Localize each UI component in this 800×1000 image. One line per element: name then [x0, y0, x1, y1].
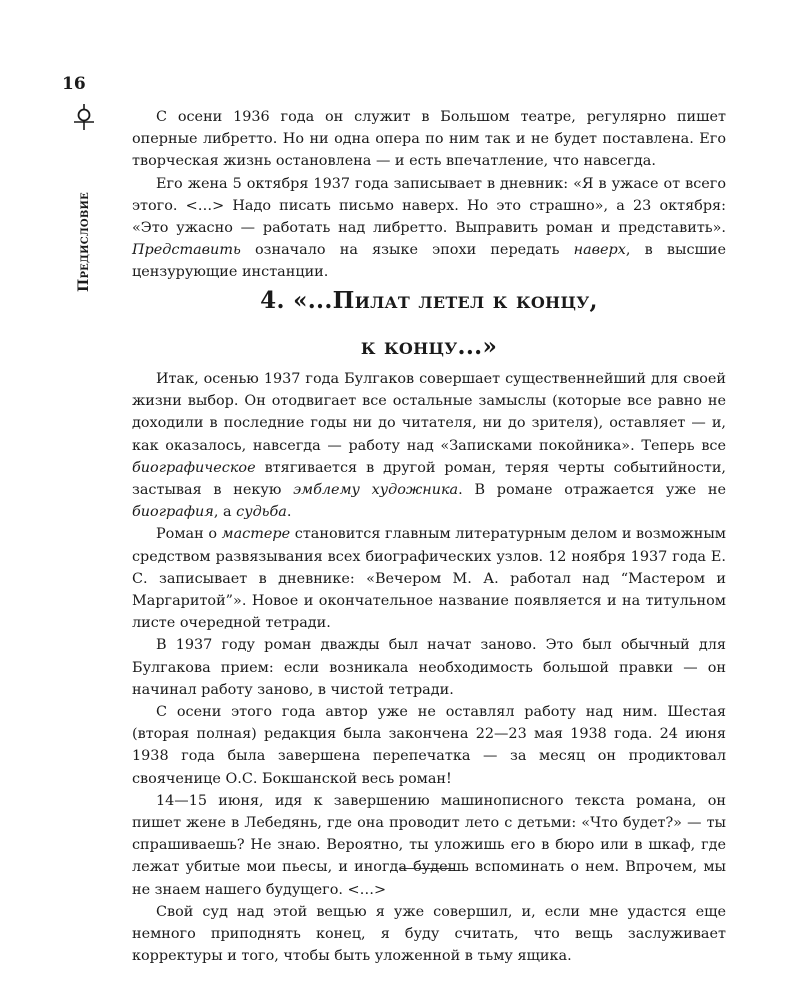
italic-text: биографическое [132, 459, 256, 476]
text-run: втягивается в другой роман, теряя черты событийности, застывая в некую [132, 459, 726, 499]
text-run: В 1937 году роман дважды был начат заново. Это был обычный для Булгакова прием: если возникала необходимость большой правки — он начинал работу заново, в чистой тетради. [132, 637, 726, 698]
paragraph [132, 790, 726, 901]
paragraph [132, 368, 726, 523]
text-run: становится главным литературным делом и возможным средством развязывания всех биографических узлов. 12 ноября 1937 года Е. С. записывает в дневнике: «Вечером М. А. работал над “Мастером и Маргаритой”». Новое и окончательное название появляется и на титульном листе очередной тетради. [132, 526, 726, 632]
paragraph [132, 634, 726, 701]
end-rule [400, 868, 454, 869]
text-run: С осени этого года автор уже не оставлял работу над ним. Шестая (вторая полная) редакция была закончена 22—23 мая 1938 года. 24 июня 1938 года была завершена перепечатка — за месяц он продиктовал свояченице О.С. Бокшанской весь роман! [132, 704, 726, 787]
intro-text [132, 106, 726, 284]
text-run: С осени 1936 года он служит в Большом театре, регулярно пишет оперные либретто. Но ни одна опера по ним так и не будет поставлена. Его творческая жизнь остановлена — и есть впечатление, что навсегда. [132, 109, 726, 170]
running-head-label: Предисловие [76, 192, 92, 292]
text-run: означало на языке эпохи передать [240, 242, 574, 259]
section-text [132, 368, 726, 967]
running-head [72, 104, 96, 292]
section-heading [132, 278, 726, 370]
paragraph [132, 901, 726, 968]
text-run: Свой суд над этой вещью я уже совершил, и, если мне удастся еще немного приподнять конец, я буду считать, что вещь заслуживает корректуры и того, чтобы быть уложенной в тьму ящика. [132, 903, 726, 965]
ornament-icon [72, 104, 96, 130]
section-heading-line-1: 4. «...Пилат летел к концу, [260, 287, 598, 314]
text-run: Его жена 5 октября 1937 года записывает в дневник: «Я в ужасе от всего этого. <…> Надо писать письмо наверх. Но это страшно», а 23 октября: «Это ужасно — работать над либретто. Выправить роман и представить». [132, 175, 726, 237]
paragraph [132, 523, 726, 634]
italic-text: биография [132, 504, 214, 521]
italic-text: наверх [573, 242, 626, 259]
page-number: 16 [62, 74, 86, 94]
text-run: . [286, 504, 292, 521]
text-run: 14—15 июня, идя к завершению машинописного текста романа, он пишет жене в Лебедянь, где она проводит лето с детьми: «Что будет?» — ты спрашиваешь? Не знаю. Вероятно, ты уложишь его в бюро или в шкаф, где лежат убитые мои пьесы, и иногда будешь вспоминать о нем. Впрочем, мы не знаем нашего будущего. <…> [132, 792, 726, 898]
paragraph [132, 106, 726, 173]
italic-text: мастере [221, 526, 291, 543]
text-run: Итак, осенью 1937 года Булгаков совершает существеннейший для своей жизни выбор. Он отодвигает все остальные замыслы (которые все равно не доходили в последние годы ни до читателя, ни до зрителя), оставляет — и, как оказалось, навсегда — работу над «Записками покойника». Теперь все [132, 371, 726, 454]
paragraph [132, 701, 726, 790]
italic-text: Представить [132, 242, 241, 259]
section-heading-line-2: к концу...» [360, 333, 498, 360]
italic-text: эмблему художника [293, 482, 459, 499]
italic-text: судьба [236, 504, 287, 521]
text-run: , а [213, 504, 237, 521]
text-run: , в высшие цензурующие инстанции. [132, 242, 726, 281]
text-run: . В романе отражается уже не [458, 482, 726, 499]
paragraph [132, 173, 726, 284]
text-run: Роман о [156, 526, 222, 543]
